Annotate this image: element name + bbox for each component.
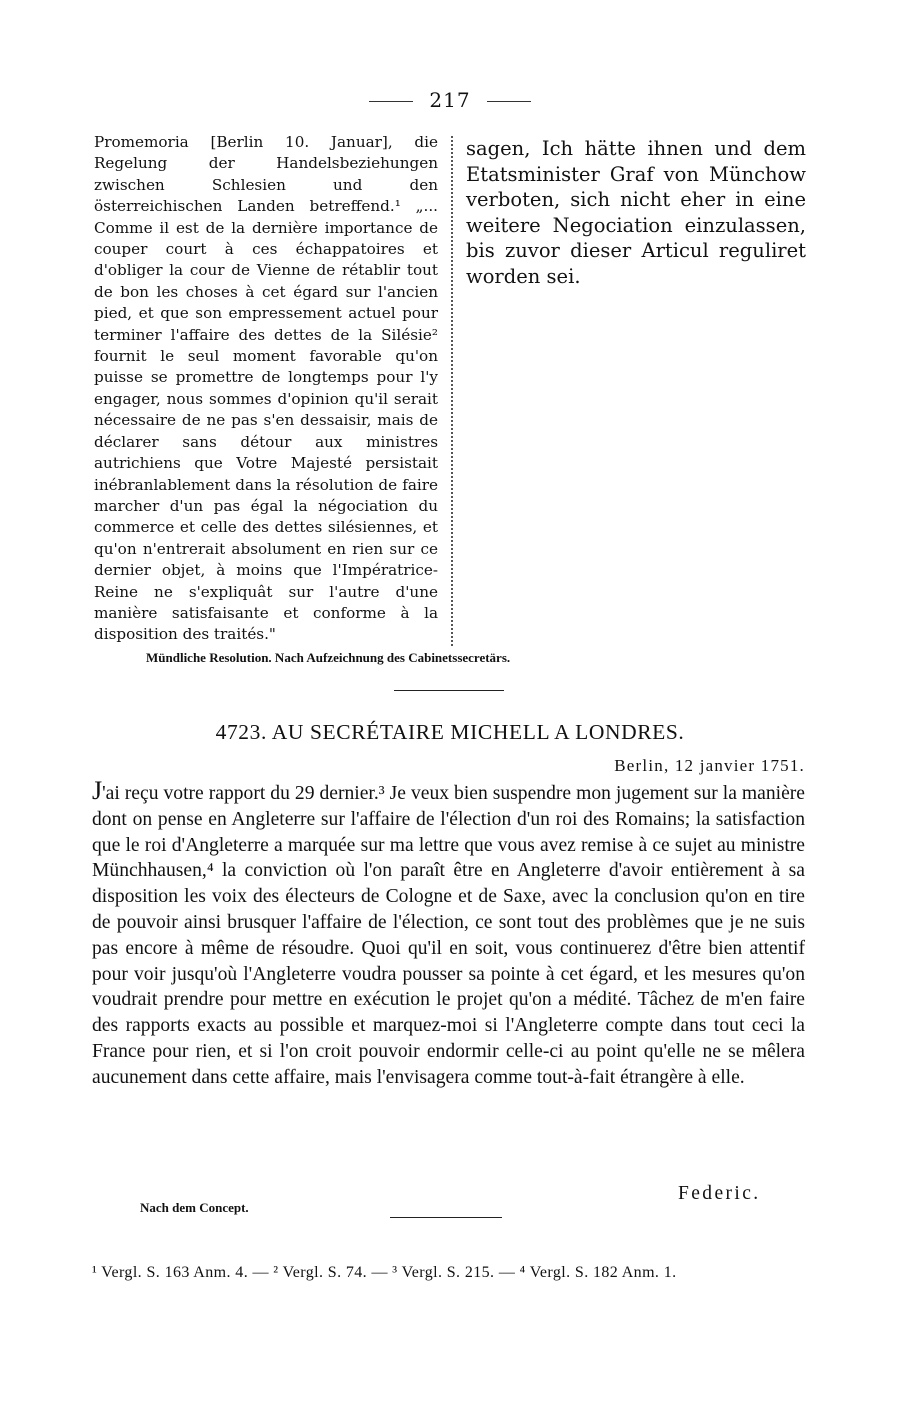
source-note-concept: Nach dem Concept. <box>140 1200 249 1215</box>
source-note-resolution: Mündliche Resolution. Nach Aufzeichnung des Cabinetssecretärs. <box>146 650 511 665</box>
dateline: Berlin, 12 janvier 1751. <box>614 756 805 775</box>
page-number <box>0 88 900 112</box>
document-heading: 4723. AU SECRÉTAIRE MICHELL A LONDRES. <box>215 720 685 744</box>
page-number-text: 217 <box>429 88 471 112</box>
right-column-paragraph: sagen, Ich hätte ihnen und dem Etatsminister Graf von Münchow verboten, sich nicht eher in eine weitere Negociation einzulassen, bis zuvor dieser Articul reguliret worden sei. <box>466 137 806 288</box>
letter-body <box>92 778 805 1091</box>
signature: Federic. <box>678 1183 761 1204</box>
footnote-separator <box>390 1217 502 1218</box>
column-divider <box>451 136 453 646</box>
footnotes: ¹ Vergl. S. 163 Anm. 4. — ² Vergl. S. 74. — ³ Vergl. S. 215. — ⁴ Vergl. S. 182 Anm. 1. <box>92 1264 677 1281</box>
section-separator <box>394 690 504 691</box>
left-column-paragraph: Promemoria [Berlin 10. Januar], die Regelung der Handelsbeziehungen zwischen Schlesien und den österreichischen Landen betreffend.¹ „... Comme il est de la dernière importance de couper court à ces échappatoires et d'obliger la cour de Vienne de rétablir tout de bon les choses à cet égard sur l'ancien pied, et que son empressement actuel pour terminer l'affaire des dettes de la Silésie² fournit le seul moment favorable qu'on puisse se promettre de longtemps pour l'y engager, nous sommes d'opinion qu'il serait nécessaire de ne pas s'en dessaisir, mais de déclarer sans détour aux ministres autrichiens que Votre Majesté persistait inébranlablement dans la résolution de faire marcher d'un pas égal la négociation du commerce et celle des dettes silésiennes, et qu'on n'entrerait absolument en rien sur ce dernier objet, à moins que l'Impératrice-Reine ne s'expliquât sur l'autre d'une manière satisfaisante et conforme à la disposition des traités." <box>94 133 438 644</box>
letter-text: 'ai reçu votre rapport du 29 dernier.³ Je veux bien suspendre mon jugement sur la manière dont on pense en Angleterre sur l'affaire de l'élection d'un roi des Romains; la satisfaction que le roi d'Angleterre a marquée sur ma lettre que vous avez remise à ce sujet au ministre Münchhausen,⁴ la conviction où l'on paraît être en Angleterre d'avoir entièrement à sa disposition les voix des électeurs de Cologne et de Saxe, avec la conclusion qu'on en tire de pouvoir ainsi brusquer l'affaire de l'élection, ce sont tout des problèmes que je ne suis pas encore à même de résoudre. Quoi qu'il en soit, vous continuerez d'être bien attentif pour voir jusqu'où l'Angleterre voudra pousser sa pointe à cet égard, et les mesures qu'on voudrait prendre pour mettre en exécution le projet qu'on a médité. Tâchez de m'en faire des rapports exacts au possible et marquez-moi si l'Angleterre compte dans tout ceci la France pour rien, et si l'on croit pouvoir endormir celle-ci au point qu'elle ne se mêlera aucunement dans cette affaire, mais l'envisagera comme tout-à-fait étrangère à elle. <box>92 783 805 1088</box>
page-number-rule-left <box>369 101 413 102</box>
page-number-rule-right <box>487 101 531 102</box>
letter-initial: J <box>92 776 103 805</box>
